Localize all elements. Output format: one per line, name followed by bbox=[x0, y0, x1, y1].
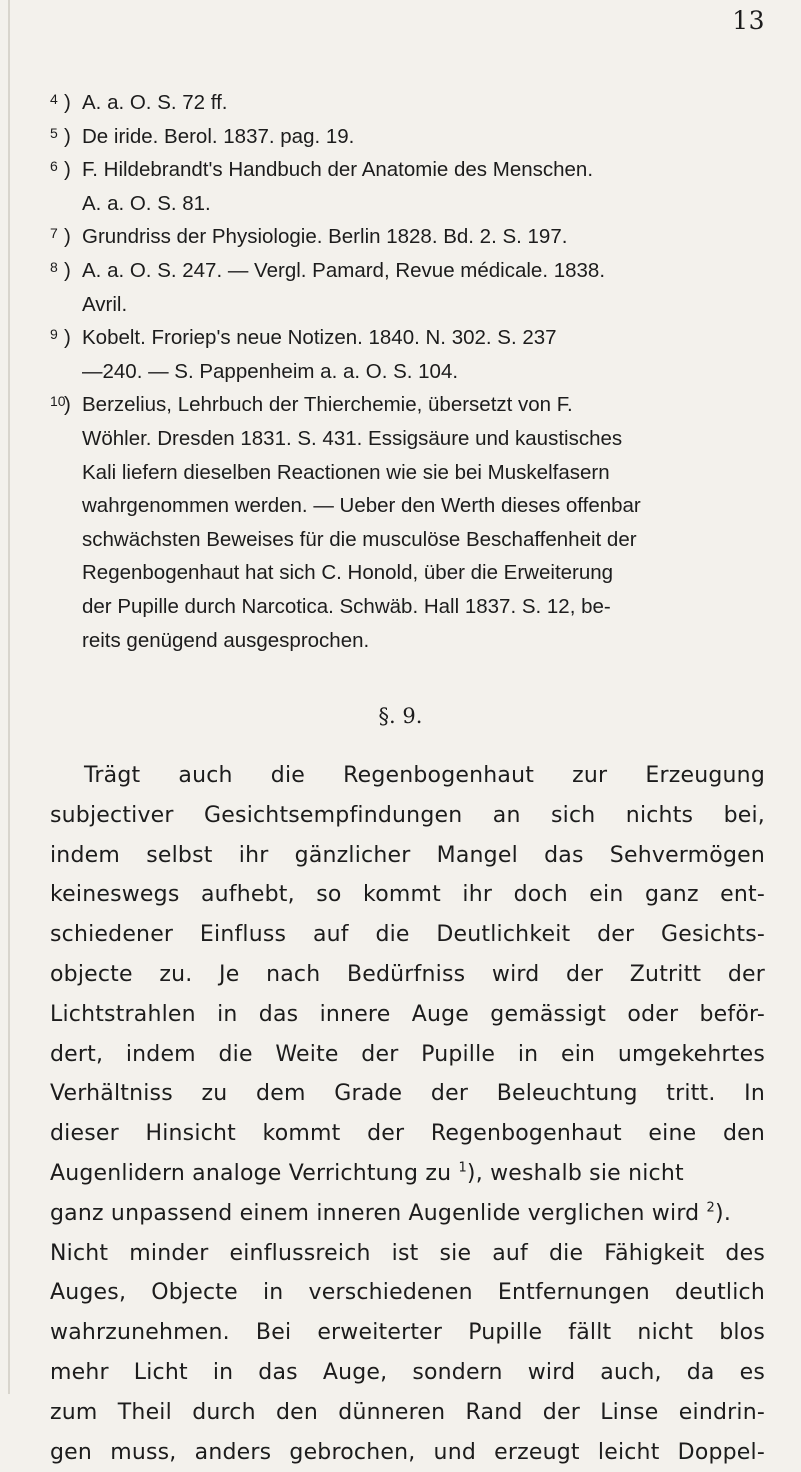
footnote-line: Regenbogenhaut hat sich C. Honold, über die Erweiterung bbox=[82, 561, 614, 585]
footnote-number: 10 bbox=[50, 393, 66, 410]
footnote-10: 10 ) Berzelius, Lehrbuch der Thierchemie, übersetzt von F. Wöhler. Dresden 1831. S. 431. Essigsäure und kaustisches Kali liefern dieselben Reactionen wie sie bei Muskelfasern wahrgenommen werden. — Ueber den Werth dieses offenbar schwächsten Beweises für die musculöse Beschaffenheit der Regenbogenhaut hat sich C. Honold, über die Erweiterung der Pupille durch Narcotica. Schwäb. Hall 1837. S. 12, be- reits genügend ausgesprochen. bbox=[50, 388, 770, 657]
footnote-4: 4 ) A. a. O. S. 72 ff. bbox=[50, 86, 770, 120]
text-line: dert, indem die Weite der Pupille in ein umgekehrtes bbox=[50, 1041, 765, 1067]
text-line: dieser Hinsicht kommt der Regenbogenhaut eine den bbox=[50, 1121, 765, 1147]
footnote-line: —240. — S. Pappenheim a. a. O. S. 104. bbox=[82, 359, 459, 383]
text-line: Trägt auch die Regenbogenhaut zur Erzeugung bbox=[84, 763, 765, 788]
footnote-text: A. a. O. S. 72 ff. bbox=[82, 91, 228, 114]
body-paragraph bbox=[50, 756, 765, 1472]
footnote-number: 8 bbox=[50, 258, 58, 275]
footnote-9: 9 ) Kobelt. Froriep's neue Notizen. 1840. N. 302. S. 237 —240. — S. Pappenheim a. a. O. S. 104. bbox=[50, 321, 770, 388]
section-heading: §. 9. bbox=[378, 704, 423, 728]
text-line: Lichtstrahlen in das innere Auge gemässigt oder beför- bbox=[50, 1001, 765, 1027]
footnote-7: 7 ) Grundriss der Physiologie. Berlin 1828. Bd. 2. S. 197. bbox=[50, 220, 770, 254]
footnote-line: A. a. O. S. 247. — Vergl. Pamard, Revue médicale. 1838. bbox=[82, 258, 606, 282]
footnote-line: Kobelt. Froriep's neue Notizen. 1840. N. 302. S. 237 bbox=[82, 326, 557, 350]
footnotes bbox=[50, 86, 770, 657]
text-line: schiedener Einfluss auf die Deutlichkeit der Gesichts- bbox=[50, 922, 765, 948]
footnote-line: schwächsten Beweises für die musculöse Beschaffenheit der bbox=[82, 527, 637, 551]
text-line: wahrzunehmen. Bei erweiterter Pupille fällt nicht blos bbox=[50, 1320, 765, 1346]
text-line: keineswegs aufhebt, so kommt ihr doch ein ganz ent- bbox=[50, 882, 765, 908]
text-line: Augenlidern analoge Verrichtung zu $^1$), weshalb sie nicht bbox=[50, 1160, 684, 1186]
footnote-6: 6 ) F. Hildebrandt's Handbuch der Anatomie des Menschen. A. a. O. S. 81. bbox=[50, 153, 770, 220]
footnote-line: F. Hildebrandt's Handbuch der Anatomie des Menschen. bbox=[82, 158, 594, 182]
text-line: ganz unpassend einem inneren Augenlide verglichen wird $^2$). bbox=[50, 1200, 732, 1226]
footnote-line: reits genügend ausgesprochen. bbox=[82, 628, 370, 652]
footnote-line: Kali liefern dieselben Reactionen wie sie bei Muskelfasern bbox=[82, 460, 610, 484]
footnote-line: Berzelius, Lehrbuch der Thierchemie, übersetzt von F. bbox=[82, 393, 573, 417]
footnote-number: 9 bbox=[50, 326, 58, 343]
footnote-text: De iride. Berol. 1837. pag. 19. bbox=[82, 124, 355, 148]
footnote-number: 7 bbox=[50, 225, 58, 242]
footnote-number: 6 bbox=[50, 158, 58, 175]
footnote-8: 8 ) A. a. O. S. 247. — Vergl. Pamard, Revue médicale. 1838. Avril. bbox=[50, 254, 770, 321]
text-line: subjectiver Gesichtsempfindungen an sich nichts bei, bbox=[50, 802, 765, 828]
text-line: Nicht minder einflussreich ist sie auf die Fähigkeit des bbox=[50, 1240, 765, 1266]
footnote-line: der Pupille durch Narcotica. Schwäb. Hall 1837. S. 12, be- bbox=[82, 594, 611, 618]
footnote-text: Grundriss der Physiologie. Berlin 1828. Bd. 2. S. 197. bbox=[82, 225, 568, 249]
footnote-line: Wöhler. Dresden 1831. S. 431. Essigsäure und kaustisches bbox=[82, 426, 623, 450]
footnote-line: A. a. O. S. 81. bbox=[82, 191, 211, 215]
footnote-ref[interactable]: 2 bbox=[706, 1200, 716, 1216]
text-line: gen muss, anders gebrochen, und erzeugt leicht Doppel- bbox=[50, 1439, 765, 1465]
footnote-number: 5 bbox=[50, 124, 58, 141]
footnote-line: wahrgenommen werden. — Ueber den Werth dieses offenbar bbox=[82, 494, 641, 518]
text-line: Auges, Objecte in verschiedenen Entfernungen deutlich bbox=[50, 1280, 765, 1306]
text-line: indem selbst ihr gänzlicher Mangel das Sehvermögen bbox=[50, 842, 765, 868]
text-line: zum Theil durch den dünneren Rand der Linse eindrin- bbox=[50, 1399, 765, 1425]
footnote-number: 4 bbox=[50, 91, 58, 107]
text-line: Verhältniss zu dem Grade der Beleuchtung tritt. In bbox=[50, 1081, 765, 1107]
text-line: mehr Licht in das Auge, sondern wird auch, da es bbox=[50, 1359, 765, 1385]
footnote-ref[interactable]: 1 bbox=[458, 1160, 467, 1176]
footnote-line: Avril. bbox=[82, 292, 128, 316]
footnote-5: 5 ) De iride. Berol. 1837. pag. 19. bbox=[50, 120, 770, 154]
page-number: 13 bbox=[732, 6, 765, 35]
text-line: objecte zu. Je nach Bedürfniss wird der Zutritt der bbox=[50, 961, 765, 987]
page-edge bbox=[8, 0, 10, 1394]
